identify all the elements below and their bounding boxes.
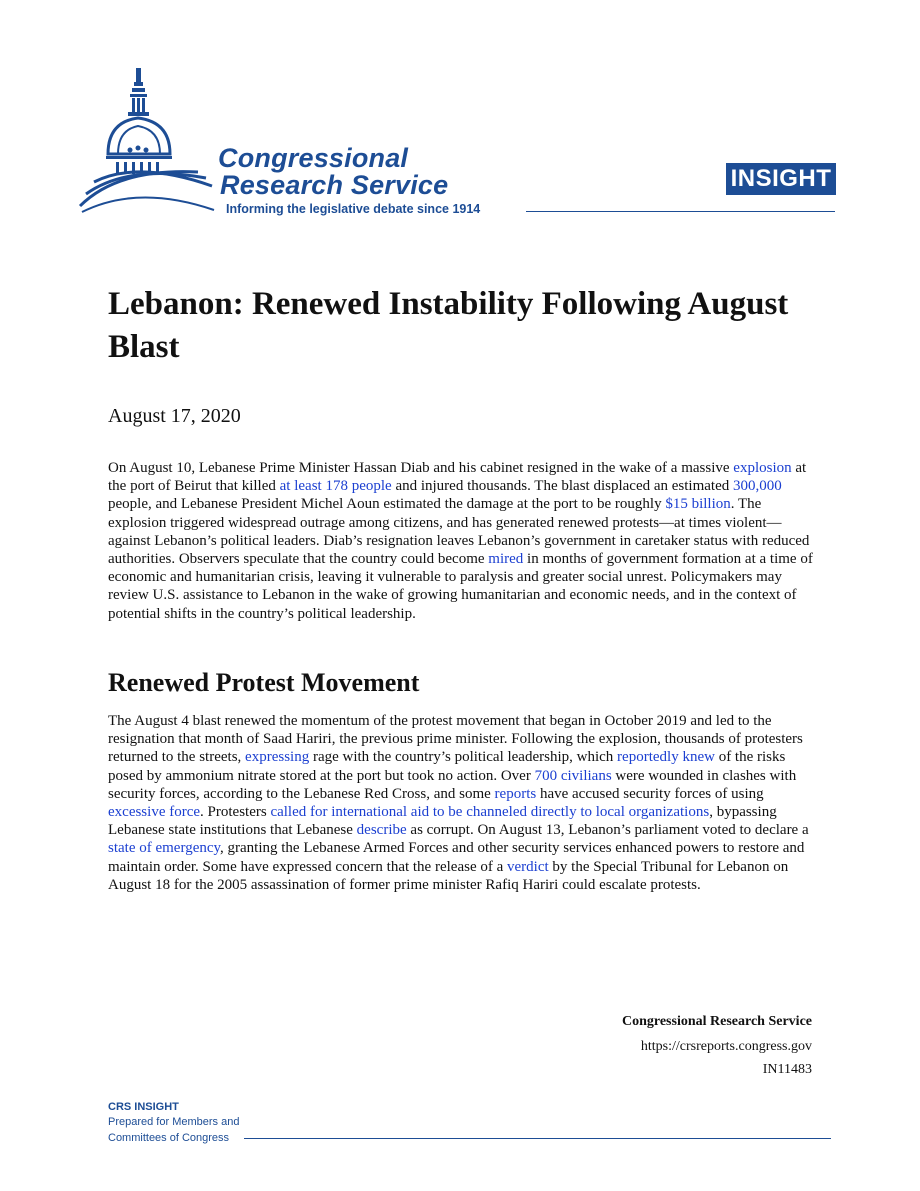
footer-divider [244,1138,831,1139]
section-paragraph [108,712,818,894]
org-name-line1: Congressional [218,143,409,173]
inline-link[interactable]: at least 178 people [279,478,392,495]
insight-badge: INSIGHT [726,163,836,195]
body-text: . Protesters [200,804,271,821]
inline-link[interactable]: 700 civilians [534,767,612,784]
body-text: On August 10, Lebanese Prime Minister Hassan Diab and his cabinet resigned in the wake of a massive [108,460,734,476]
footer-doc-id: IN11483 [762,1062,812,1077]
inline-link[interactable]: mired [488,551,524,568]
footer-subtitle-line2: Committees of Congress [108,1132,230,1144]
body-text: The August 4 blast renewed the momentum of the protest movement that began in October 2019 and led to the resignation that month of Saad Hariri, the previous prime minister. Following the explosion, thousands of protesters returned to the streets, [108,713,803,766]
body-text: have accused security forces of using [536,785,764,802]
org-tagline: Informing the legislative debate since 1914 [226,202,481,216]
body-text: , granting the Lebanese Armed Forces and other security services enhanced powers to restore and maintain order. Some have expressed concern that the release of a [108,840,805,875]
inline-link[interactable]: describe [356,822,407,839]
footer-label: CRS INSIGHT [108,1101,179,1113]
body-text: . The explosion triggered widespread outrage among citizens, and has generated renewed protests—at times violent—against Lebanon’s political leaders. Diab’s resignation leaves Lebanon’s government in caretaker status with reduced authorities. Observers speculate that the country could become [108,496,810,568]
body-text: of the risks posed by ammonium nitrate stored at the port but took no action. Over [108,749,786,784]
org-name [218,145,448,199]
body-text: by the Special Tribunal for Lebanon on August 18 for the 2005 assassination of former prime minister Rafiq Hariri could escalate protests. [108,858,789,893]
body-text: rage with the country’s political leadership, which [309,749,618,766]
capitol-dome-logo-icon [78,64,218,214]
body-text: were wounded in clashes with security forces, according to the Lebanese Red Cross, and some [108,767,797,802]
body-text: and injured thousands. The blast displaced an estimated [391,478,733,495]
inline-link[interactable]: reports [494,785,537,802]
inline-link[interactable]: state of emergency [108,840,221,857]
header-divider [526,211,835,212]
body-text: at the port of Beirut that killed [108,460,807,495]
page-title: Lebanon: Renewed Instability Following August Blast [108,286,789,365]
footer-subtitle-line1: Prepared for Members and [108,1116,240,1128]
inline-link[interactable]: excessive force [108,804,201,821]
inline-link[interactable]: $15 billion [665,496,731,513]
inline-link[interactable]: verdict [507,858,549,875]
inline-link[interactable]: expressing [245,749,310,766]
inline-link[interactable]: called for international aid to be channeled directly to local organizations [270,804,710,821]
inline-link[interactable]: 300,000 [733,478,782,495]
publication-date: August 17, 2020 [108,405,241,427]
body-text: as corrupt. On August 13, Lebanon’s parliament voted to declare a [406,822,809,839]
inline-link[interactable]: reportedly knew [617,749,715,766]
section-heading: Renewed Protest Movement [108,668,420,697]
footer-url[interactable]: https://crsreports.congress.gov [640,1039,812,1054]
body-text: people, and Lebanese President Michel Aoun estimated the damage at the port to be roughly [108,496,666,513]
footer-org: Congressional Research Service [621,1014,812,1029]
intro-paragraph [108,459,818,623]
org-name-line2: Research Service [220,170,449,200]
inline-link[interactable]: explosion [733,460,792,476]
body-text: in months of government formation at a time of economic and humanitarian crisis, leaving it vulnerable to paralysis and greater social unrest. Policymakers may review U.S. assistance to Lebanon in the wake of growing humanitarian and economic needs, and in the context of potential shifts in the country’s political leadership. [108,551,813,622]
body-text: , bypassing Lebanese state institutions that Lebanese [108,804,777,839]
